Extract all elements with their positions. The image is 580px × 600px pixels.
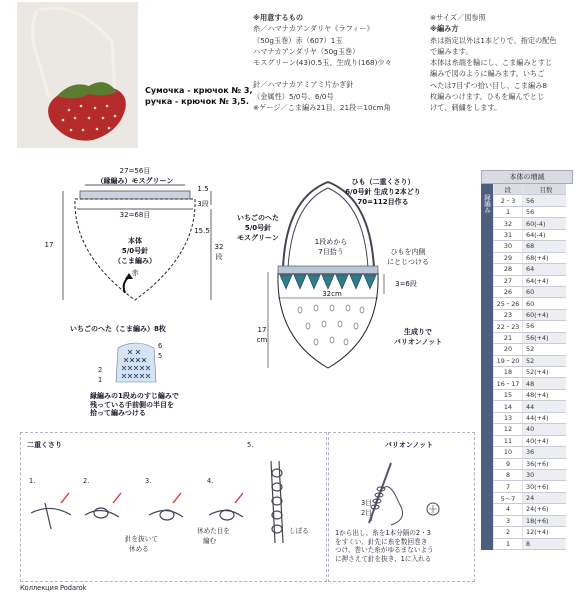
step-5: 5.: [247, 441, 254, 449]
table-row: [494, 206, 567, 217]
side-1-label: 1.5: [197, 185, 209, 193]
method-line: 本体は糸端を輪にし、こま編みとすじ: [430, 58, 553, 68]
row-number: 3: [494, 515, 523, 526]
row-number: 26: [494, 286, 523, 297]
table-side-labels: [471, 184, 493, 550]
table-row: [494, 355, 567, 366]
attach-label-1: ひもを内側: [390, 248, 426, 256]
stitch-count: 56: [523, 321, 567, 332]
table-row: [494, 241, 567, 252]
himo-label-3: 70=112目作る: [357, 198, 409, 206]
materials-line: 糸／ハマナカアンダリヤ《ラフィー》: [253, 24, 374, 34]
top-width-label: 27=56目: [119, 167, 151, 175]
rows-label: 3=6段: [395, 280, 417, 288]
method-line: 枚編みつけます。ひもを編んでとじ: [430, 92, 545, 102]
materials-title: ※用意するもの: [253, 13, 304, 22]
row-number: 18: [494, 367, 523, 378]
stitch-count: 48(+4): [523, 389, 567, 400]
bullion-line: つけ、巻いた糸がゆるまないよう: [335, 546, 434, 554]
table-row: [494, 458, 567, 469]
stitch-count: 40: [523, 424, 567, 435]
side-2b-label: 32: [214, 243, 224, 251]
product-photo: [17, 2, 138, 148]
stitch-count: 64(-4): [523, 229, 567, 240]
stitch-count: 44: [523, 401, 567, 412]
table-row: [494, 481, 567, 492]
table-row: [494, 218, 567, 229]
stitch-count: 52: [523, 355, 567, 366]
table-row: [494, 332, 567, 343]
step-4: 4.: [207, 477, 214, 485]
instructions-block: [430, 12, 580, 114]
bullion-panel: [328, 432, 475, 582]
materials-line: 針／ハマナカアミアミ片かぎ針: [253, 80, 354, 90]
increase-grid: [493, 184, 566, 550]
table-row: [494, 344, 567, 355]
row-number: 15: [494, 389, 523, 400]
row-number: 11: [494, 435, 523, 446]
table-row: [494, 321, 567, 332]
header-row: 段: [494, 184, 523, 195]
table-row: [494, 492, 567, 503]
materials-line: （金属性）5/0号、6/0号: [253, 91, 334, 101]
heta-label-2: 5/0号針: [244, 224, 272, 232]
side-2-label: 15.5: [194, 227, 210, 235]
stitch-count: 30(+6): [523, 481, 567, 492]
table-row: [494, 538, 567, 549]
row-number: 16・17: [494, 378, 523, 389]
materials-line: （50g玉巻）赤（607）1玉: [253, 35, 343, 45]
table-row: [494, 389, 567, 400]
table-row: [494, 252, 567, 263]
heta-row-1: 1: [98, 376, 103, 384]
table-row: [494, 378, 567, 389]
row-number: 1: [494, 538, 523, 549]
row-number: 30: [494, 241, 523, 252]
pick-label-2: 7目拾う: [318, 248, 344, 256]
side-label-main: こま編み: [471, 338, 479, 365]
stitch-count: 52(+4): [523, 367, 567, 378]
table-row: [494, 412, 567, 423]
heta-label-3: モスグリーン: [237, 234, 279, 242]
stitch-count: 64(+4): [523, 275, 567, 286]
strawberry-bag-photo: [17, 2, 138, 148]
heta-title: いちごのへた（こま編み）8枚: [70, 325, 166, 333]
chain-note-3: 休めた目を: [197, 527, 230, 535]
step-3: 3.: [145, 477, 152, 485]
himo-label-1: ひも（二重くさり）: [351, 178, 415, 186]
heta-row-2: 2: [98, 366, 103, 374]
increase-table-title: 本体の増減: [481, 170, 573, 184]
table-row: [494, 424, 567, 435]
bullion-text: [335, 529, 469, 563]
top-note-label: （縁編み）モスグリーン: [96, 177, 174, 185]
knot-label-2: バリオンノット: [393, 338, 443, 346]
stitch-count: 40(+4): [523, 435, 567, 446]
table-header: [494, 184, 567, 195]
stitch-count: 24(+6): [523, 504, 567, 515]
table-row: [494, 309, 567, 320]
side-2c-label: 段: [215, 253, 223, 261]
row-number: 31: [494, 229, 523, 240]
row-number: 8: [494, 469, 523, 480]
row-number: 21: [494, 332, 523, 343]
chain-note-4: 編む: [203, 537, 217, 545]
method-title: ※編み方: [430, 24, 459, 34]
bullion-mark-2: 2目: [361, 509, 372, 517]
double-chain-panel: [20, 432, 327, 582]
stitch-count: 64: [523, 264, 567, 275]
step-1: 1.: [29, 477, 36, 485]
row-number: 32: [494, 218, 523, 229]
total-height-label: 17: [44, 241, 54, 249]
stitch-count: 36: [523, 447, 567, 458]
footer-credit: Коллекция Podarok: [20, 584, 87, 592]
method-line: へたは7目ずつ拾い目し、こま編み8: [430, 80, 547, 90]
heta-row-5: 5: [158, 352, 163, 360]
table-row: [494, 229, 567, 240]
heta-label-1: いちごのへた: [237, 214, 279, 222]
materials-line: ハマナカアンダリヤ（50g玉巻）: [253, 46, 360, 56]
table-row: [494, 469, 567, 480]
row-number: 1: [494, 206, 523, 217]
stitch-count: 60(-4): [523, 218, 567, 229]
method-line: 糸は指定以外は1本どりで、指定の配色: [430, 35, 557, 45]
row-number: 23: [494, 309, 523, 320]
row-number: 7: [494, 481, 523, 492]
table-row: [494, 286, 567, 297]
table-row: [494, 367, 567, 378]
row-number: 5〜7: [494, 492, 523, 503]
stitch-count: 60: [523, 298, 567, 309]
stitch-count: 60(+4): [523, 309, 567, 320]
heta-note-line: 縁編みの1段めのすじ編みで: [90, 392, 179, 400]
pick-label-1: 1段めから: [314, 238, 348, 246]
side-1b-label: 3段: [197, 200, 209, 208]
method-line: けて、刺繍をします。: [430, 103, 502, 113]
heta-stitch-chart: [96, 338, 176, 388]
heta-note-line: 拾って編みつける: [90, 409, 146, 418]
materials-line: モスグリーン(43)0.5玉、生成り(168)少々: [253, 58, 392, 68]
table-row: [494, 195, 567, 206]
width-label: 32cm: [322, 290, 342, 298]
table-row: [494, 515, 567, 526]
stitch-count: 18(+6): [523, 515, 567, 526]
body-needle: 5/0号針: [121, 247, 149, 255]
caption-line-1: Сумочка - крючок № 3,: [145, 86, 253, 95]
row-number: 19・20: [494, 355, 523, 366]
row-number: 10: [494, 447, 523, 458]
stitch-count: 36(+6): [523, 458, 567, 469]
row-number: 9: [494, 458, 523, 469]
stitch-count: 12(+4): [523, 527, 567, 538]
stitch-count: 56: [523, 206, 567, 217]
height-label-2: cm: [256, 336, 268, 344]
row-number: 27: [494, 275, 523, 286]
row-number: 14: [494, 401, 523, 412]
step-2: 2.: [83, 477, 90, 485]
row-number: 4: [494, 504, 523, 515]
table-row: [494, 504, 567, 515]
attach-label-2: にとじつける: [387, 258, 429, 266]
stitch-count: 48: [523, 378, 567, 389]
increase-table: [471, 170, 573, 580]
heta-note-line: 残っている手前側の半目を: [90, 400, 174, 409]
caption-line-2: ручка - крючок № 3,5.: [145, 97, 249, 106]
materials-block: [253, 12, 423, 113]
bullion-line: 1から出し、糸を1本分隔の2・3: [335, 529, 431, 537]
heta-row-6: 6: [158, 342, 163, 350]
row-number: 29: [494, 252, 523, 263]
method-line: で編みます。: [430, 46, 473, 56]
band-width-label: 32=68目: [119, 211, 151, 219]
body-diagram: [35, 165, 225, 315]
heta-chart: [96, 338, 176, 388]
height-label-1: 17: [257, 326, 267, 334]
chain-illustrations: [21, 433, 326, 581]
row-number: 28: [494, 264, 523, 275]
row-number: 20: [494, 344, 523, 355]
table-row: [494, 275, 567, 286]
himo-label-2: 6/0号針 生成り2本どり: [345, 188, 421, 196]
bullion-line: に押さえて針を抜き、1に入れる: [335, 554, 432, 563]
header-stitches: 目数: [523, 184, 567, 195]
stitch-count: 68(+4): [523, 252, 567, 263]
table-row: [494, 447, 567, 458]
table-row: [494, 527, 567, 538]
row-number: 2: [494, 527, 523, 538]
chain-note-1: 針を抜いて: [125, 535, 158, 543]
materials-line: [253, 68, 423, 79]
assembly-diagram: [228, 168, 473, 408]
stitch-count: 60: [523, 286, 567, 297]
row-number: 22・23: [494, 321, 523, 332]
table-row: [494, 264, 567, 275]
method-line: 編みで図のように編みます。いちご: [430, 69, 545, 79]
stitch-count: 44(+4): [523, 412, 567, 423]
row-number: 2・3: [494, 195, 523, 206]
chain-note-5: しぼる: [289, 527, 309, 535]
stitch-count: 56: [523, 195, 567, 206]
row-number: 12: [494, 424, 523, 435]
bullion-mark-1: 3目: [361, 499, 372, 507]
chain-note-2: 休める: [129, 545, 149, 553]
table-row: [494, 401, 567, 412]
caption: [145, 85, 260, 107]
row-number: 25・26: [494, 298, 523, 309]
table-row: [494, 298, 567, 309]
row-number: 13: [494, 412, 523, 423]
size-note: ※サイズ／図参照: [430, 13, 486, 22]
heta-note: [90, 392, 230, 418]
body-color: 赤: [131, 269, 139, 277]
side-label-border: 縁編み: [483, 194, 491, 214]
stitch-count: 8: [523, 538, 567, 549]
bullion-title: バリオンノット: [384, 441, 434, 449]
stitch-count: 52: [523, 344, 567, 355]
stitch-count: 56(+4): [523, 332, 567, 343]
body-title: 本体: [128, 237, 142, 245]
bullion-line: をすくい、針先に糸を数回巻き: [335, 537, 428, 546]
knot-label-1: 生成りで: [404, 328, 432, 336]
stitch-count: 30: [523, 469, 567, 480]
table-row: [494, 435, 567, 446]
double-chain-title: 二重くさり: [27, 441, 62, 449]
stitch-count: 68: [523, 241, 567, 252]
stitch-count: 24: [523, 492, 567, 503]
materials-line: ※ゲージ／こま編み21目、21段＝10cm角: [253, 103, 391, 113]
body-stitch: （こま編み）: [114, 257, 156, 265]
